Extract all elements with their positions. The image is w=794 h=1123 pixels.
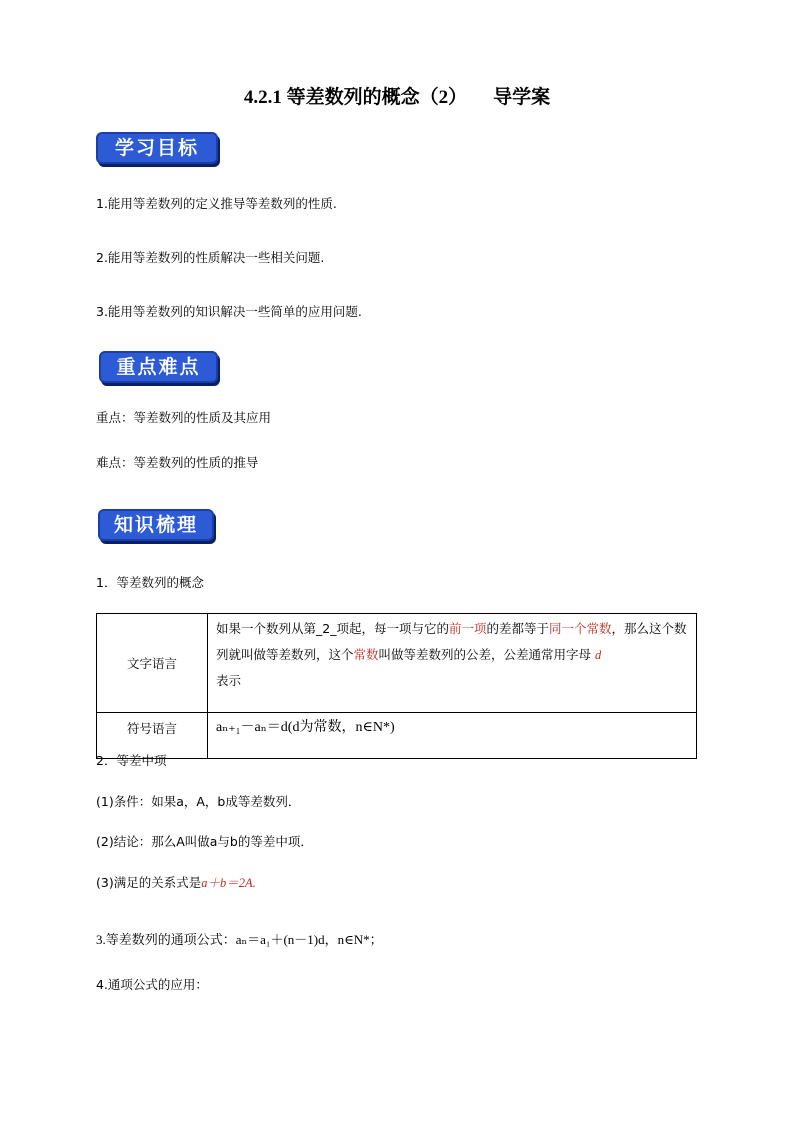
blank-value: 2 <box>322 621 331 636</box>
knowledge-item-1-title: 1．等差数列的概念 <box>96 575 204 590</box>
goal-item-3: 3.能用等差数列的知识解决一些简单的应用问题. <box>96 304 362 319</box>
key-point: 重点：等差数列的性质及其应用 <box>96 410 272 425</box>
table-row <box>97 614 697 713</box>
title-suffix: 导学案 <box>493 87 551 108</box>
table-label-text-language: 文字语言 <box>97 614 208 713</box>
title-main: 4.2.1 等差数列的概念（2） <box>243 87 468 108</box>
item-2-relation: (3)满足的关系式是a＋b＝2A. <box>96 875 256 890</box>
table-cell-text-definition: 如果一个数列从第_2_项起，每一项与它的前一项的差都等于同一个常数，那么这个数列就叫做等差数列，这个常数叫做等差数列的公差，公差通常用字母 d 表示 <box>208 614 697 713</box>
item-2-condition: (1)条件：如果a，A，b成等差数列． <box>96 794 301 809</box>
section-badge-knowledge: 知识梳理 <box>98 509 214 541</box>
difficult-point: 难点：等差数列的性质的推导 <box>96 455 259 470</box>
highlight-constant: 常数 <box>353 647 379 662</box>
goal-item-2: 2.能用等差数列的性质解决一些相关问题. <box>96 250 325 265</box>
highlight-same-constant: 同一个常数 <box>549 621 612 636</box>
goal-item-1: 1.能用等差数列的定义推导等差数列的性质. <box>96 196 337 211</box>
table-cell-formula: aₙ₊₁－aₙ＝d(d为常数，n∈N*) <box>208 713 697 759</box>
knowledge-item-3: 3.等差数列的通项公式：aₙ＝a₁＋(n－1)d，n∈N*； <box>96 932 383 947</box>
table-row <box>97 713 697 759</box>
definition-table <box>96 613 697 759</box>
section-badge-keys: 重点难点 <box>99 351 218 383</box>
relation-formula: a＋b＝2A. <box>201 876 256 890</box>
knowledge-item-4: 4.通项公式的应用： <box>96 977 208 992</box>
page-title <box>0 82 794 109</box>
section-badge-goals: 学习目标 <box>96 132 218 164</box>
highlight-previous-term: 前一项 <box>448 621 487 636</box>
table-label-symbol-language: 符号语言 <box>97 713 208 759</box>
item-2-conclusion: (2)结论：那么A叫做a与b的等差中项． <box>96 834 313 849</box>
highlight-letter-d: d <box>595 648 602 662</box>
knowledge-item-2-title: 2．等差中项 <box>96 753 167 768</box>
